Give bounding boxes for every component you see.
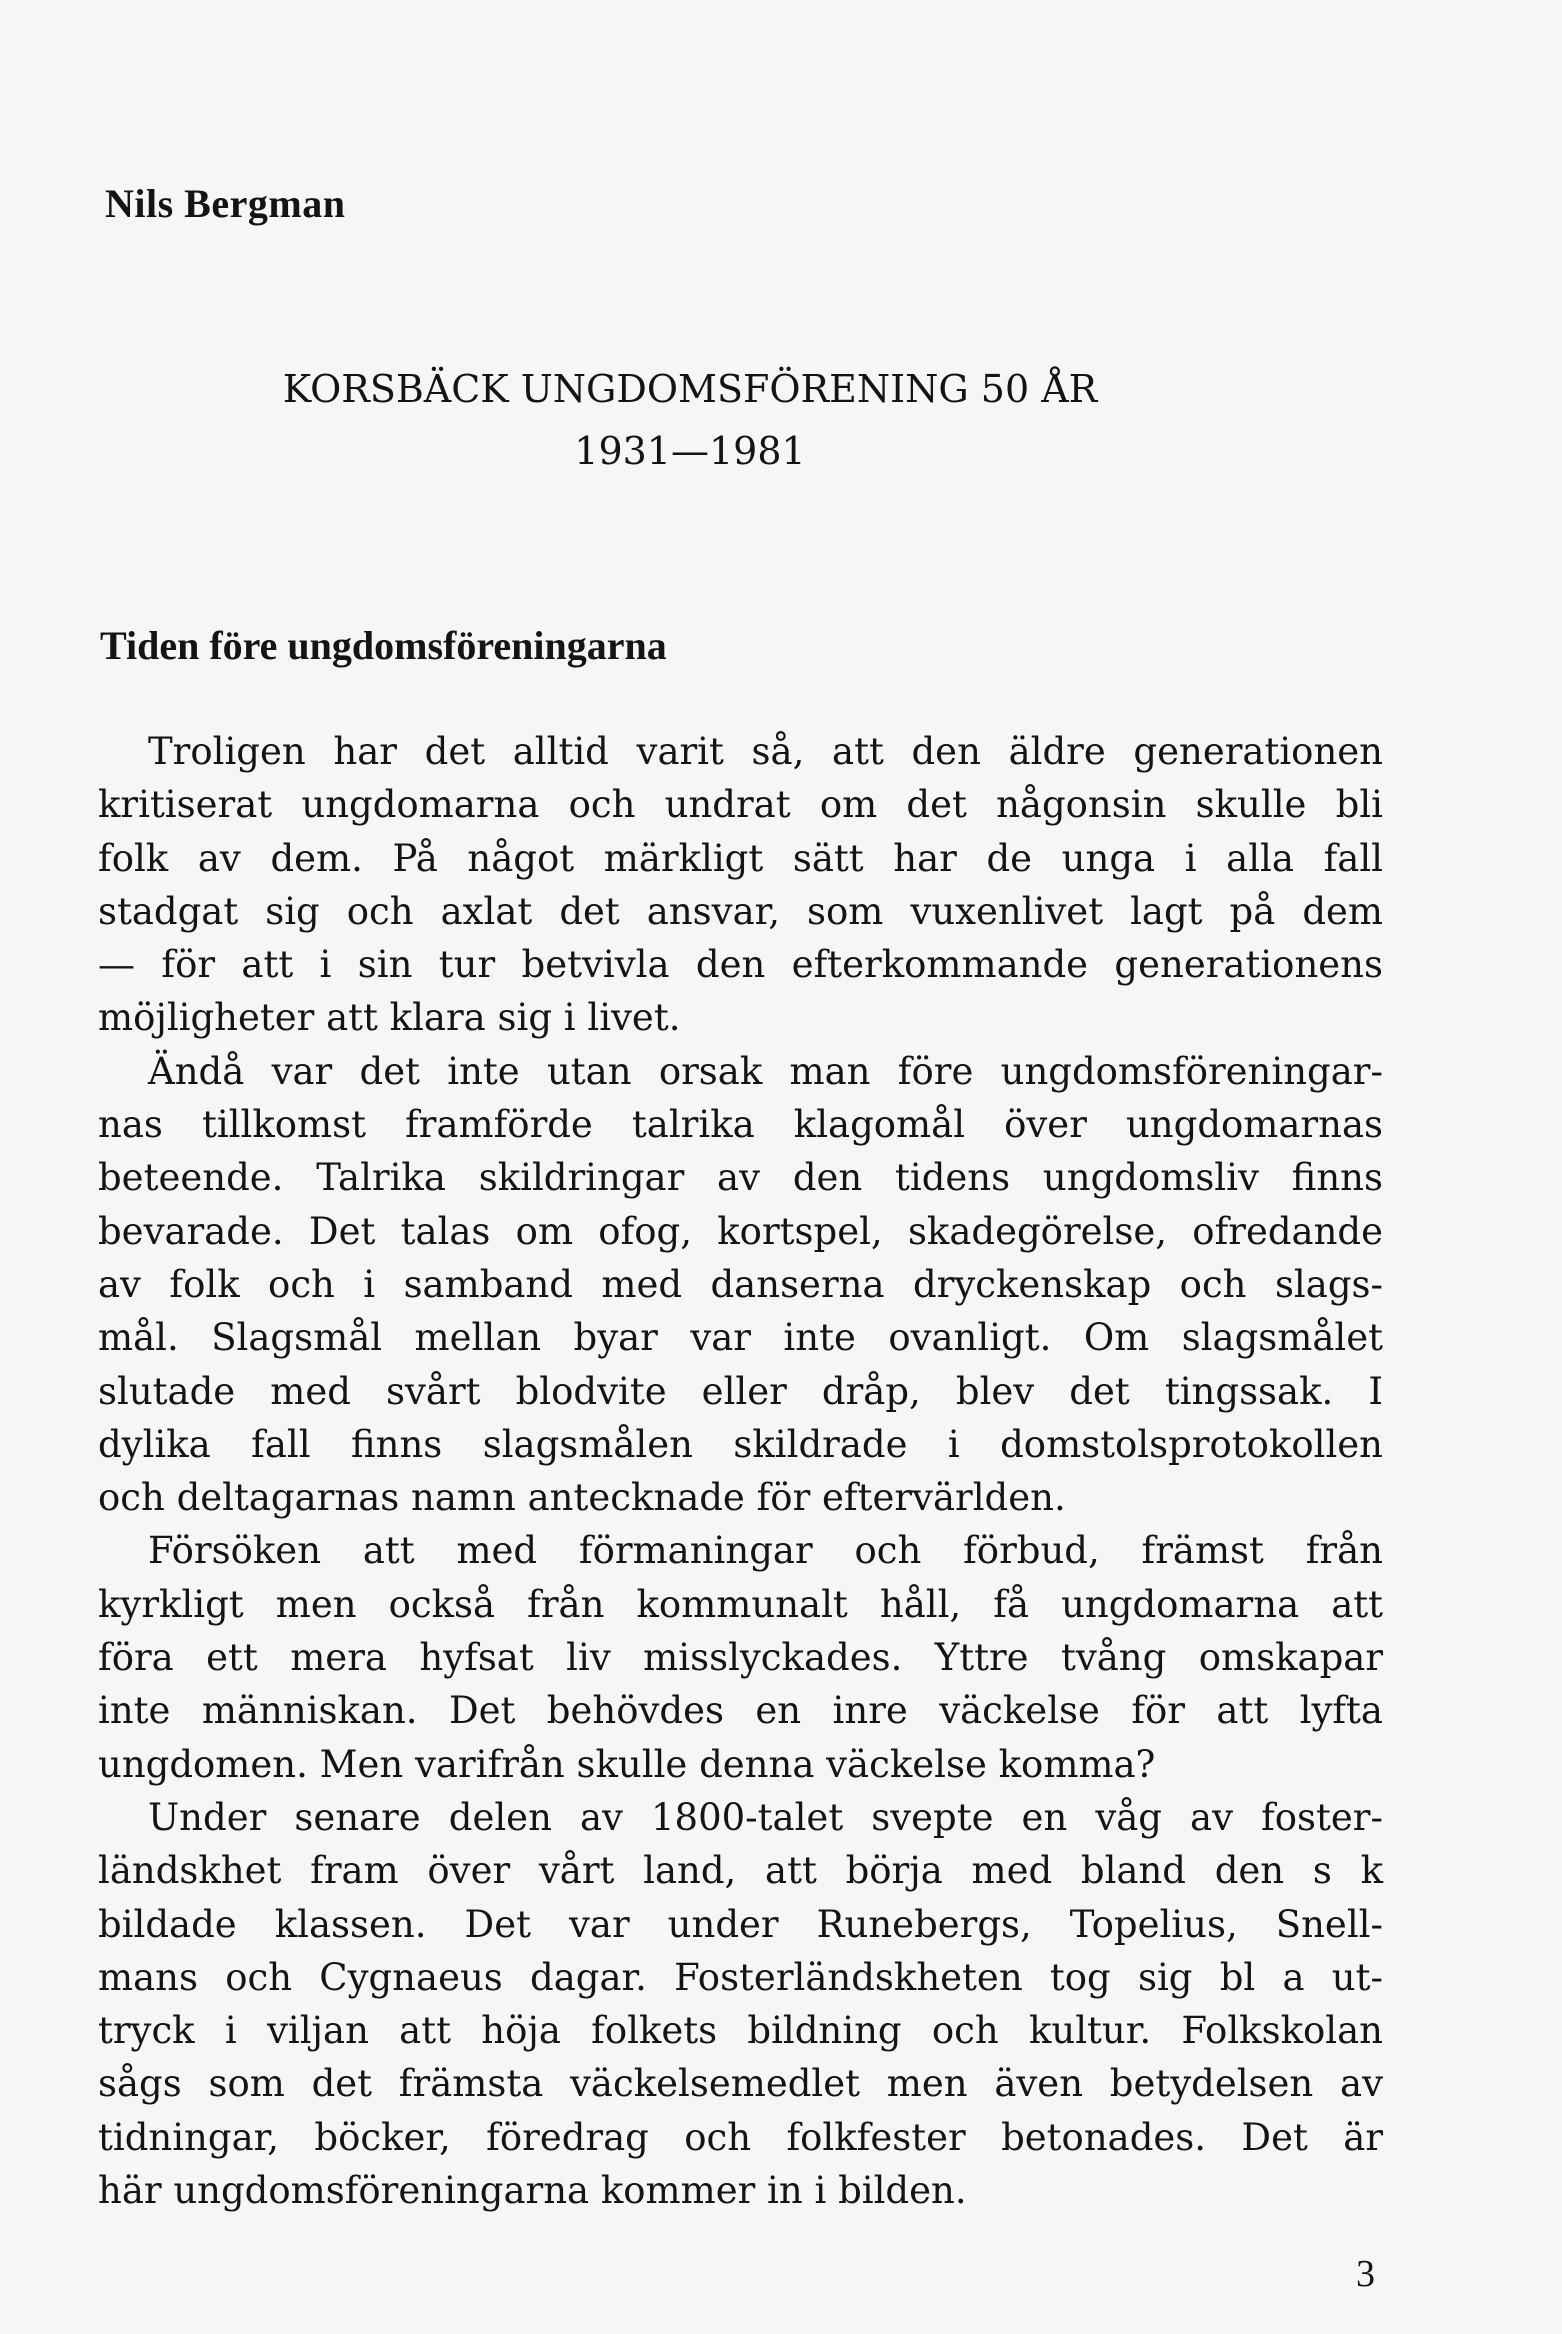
title-line-1: KORSBÄCK UNGDOMSFÖRENING 50 ÅR: [282, 367, 1098, 411]
text-line: av folk och i samband med danserna dryckenskap och slags-: [98, 1262, 1383, 1306]
text-line: bildade klassen. Det var under Runebergs, Topelius, Snell-: [98, 1902, 1383, 1946]
text-line: — för att i sin tur betvivla den efterkommande generationens: [98, 943, 1383, 987]
text-line: kyrkligt men också från kommunalt håll, få ungdomarna att: [98, 1582, 1383, 1626]
text-line: Under senare delen av 1800-talet svepte en våg av foster-: [148, 1795, 1383, 1839]
page-number: 3: [1356, 2253, 1375, 2295]
text-line: mål. Slagsmål mellan byar var inte ovanligt. Om slagsmålet: [98, 1316, 1383, 1360]
text-line: folk av dem. På något märkligt sätt har de unga i alla fall: [98, 836, 1383, 880]
text-line: beteende. Talrika skildringar av den tidens ungdomsliv finns: [98, 1156, 1383, 1200]
text-line: stadgat sig och axlat det ansvar, som vuxenlivet lagt på dem: [98, 889, 1383, 933]
section-heading: Tiden före ungdomsföreningarna: [100, 623, 667, 668]
text-line: möjligheter att klara sig i livet.: [98, 996, 681, 1040]
text-line: Ändå var det inte utan orsak man före ungdomsföreningar-: [148, 1049, 1383, 1093]
text-line: föra ett mera hyfsat liv misslyckades. Yttre tvång omskapar: [98, 1636, 1383, 1680]
body-text: [98, 725, 1383, 2217]
text-line: tryck i viljan att höja folkets bildning och kultur. Folkskolan: [98, 2009, 1383, 2053]
text-line: mans och Cygnaeus dagar. Fosterländskheten tog sig bl a ut-: [98, 1955, 1383, 1999]
text-line: ländskhet fram över vårt land, att börja med bland den s k: [98, 1849, 1383, 1893]
author-name: Nils Bergman: [105, 181, 346, 226]
text-line: slutade med svårt blodvite eller dråp, blev det tingssak. I: [98, 1369, 1383, 1413]
text-line: nas tillkomst framförde talrika klagomål över ungdomarnas: [98, 1103, 1383, 1147]
text-line: bevarade. Det talas om ofog, kortspel, skadegörelse, ofredande: [98, 1209, 1383, 1253]
text-line: Troligen har det alltid varit så, att den äldre generationen: [148, 730, 1383, 773]
text-line: tidningar, böcker, föredrag och folkfester betonades. Det är: [98, 2115, 1383, 2159]
text-line: sågs som det främsta väckelsemedlet men även betydelsen av: [98, 2062, 1383, 2106]
text-line: och deltagarnas namn antecknade för eftervärlden.: [98, 1476, 1066, 1520]
text-line: här ungdomsföreningarna kommer in i bilden.: [98, 2169, 967, 2213]
text-line: inte människan. Det behövdes en inre väckelse för att lyfta: [98, 1689, 1383, 1733]
text-line: dylika fall finns slagsmålen skildrade i domstolsprotokollen: [98, 1422, 1383, 1466]
text-line: Försöken att med förmaningar och förbud, främst från: [148, 1529, 1383, 1573]
text-line: ungdomen. Men varifrån skulle denna väckelse komma?: [98, 1742, 1156, 1786]
article-title: [0, 358, 1562, 482]
title-line-2: 1931—1981: [574, 429, 806, 473]
text-line: kritiserat ungdomarna och undrat om det någonsin skulle bli: [98, 783, 1383, 827]
